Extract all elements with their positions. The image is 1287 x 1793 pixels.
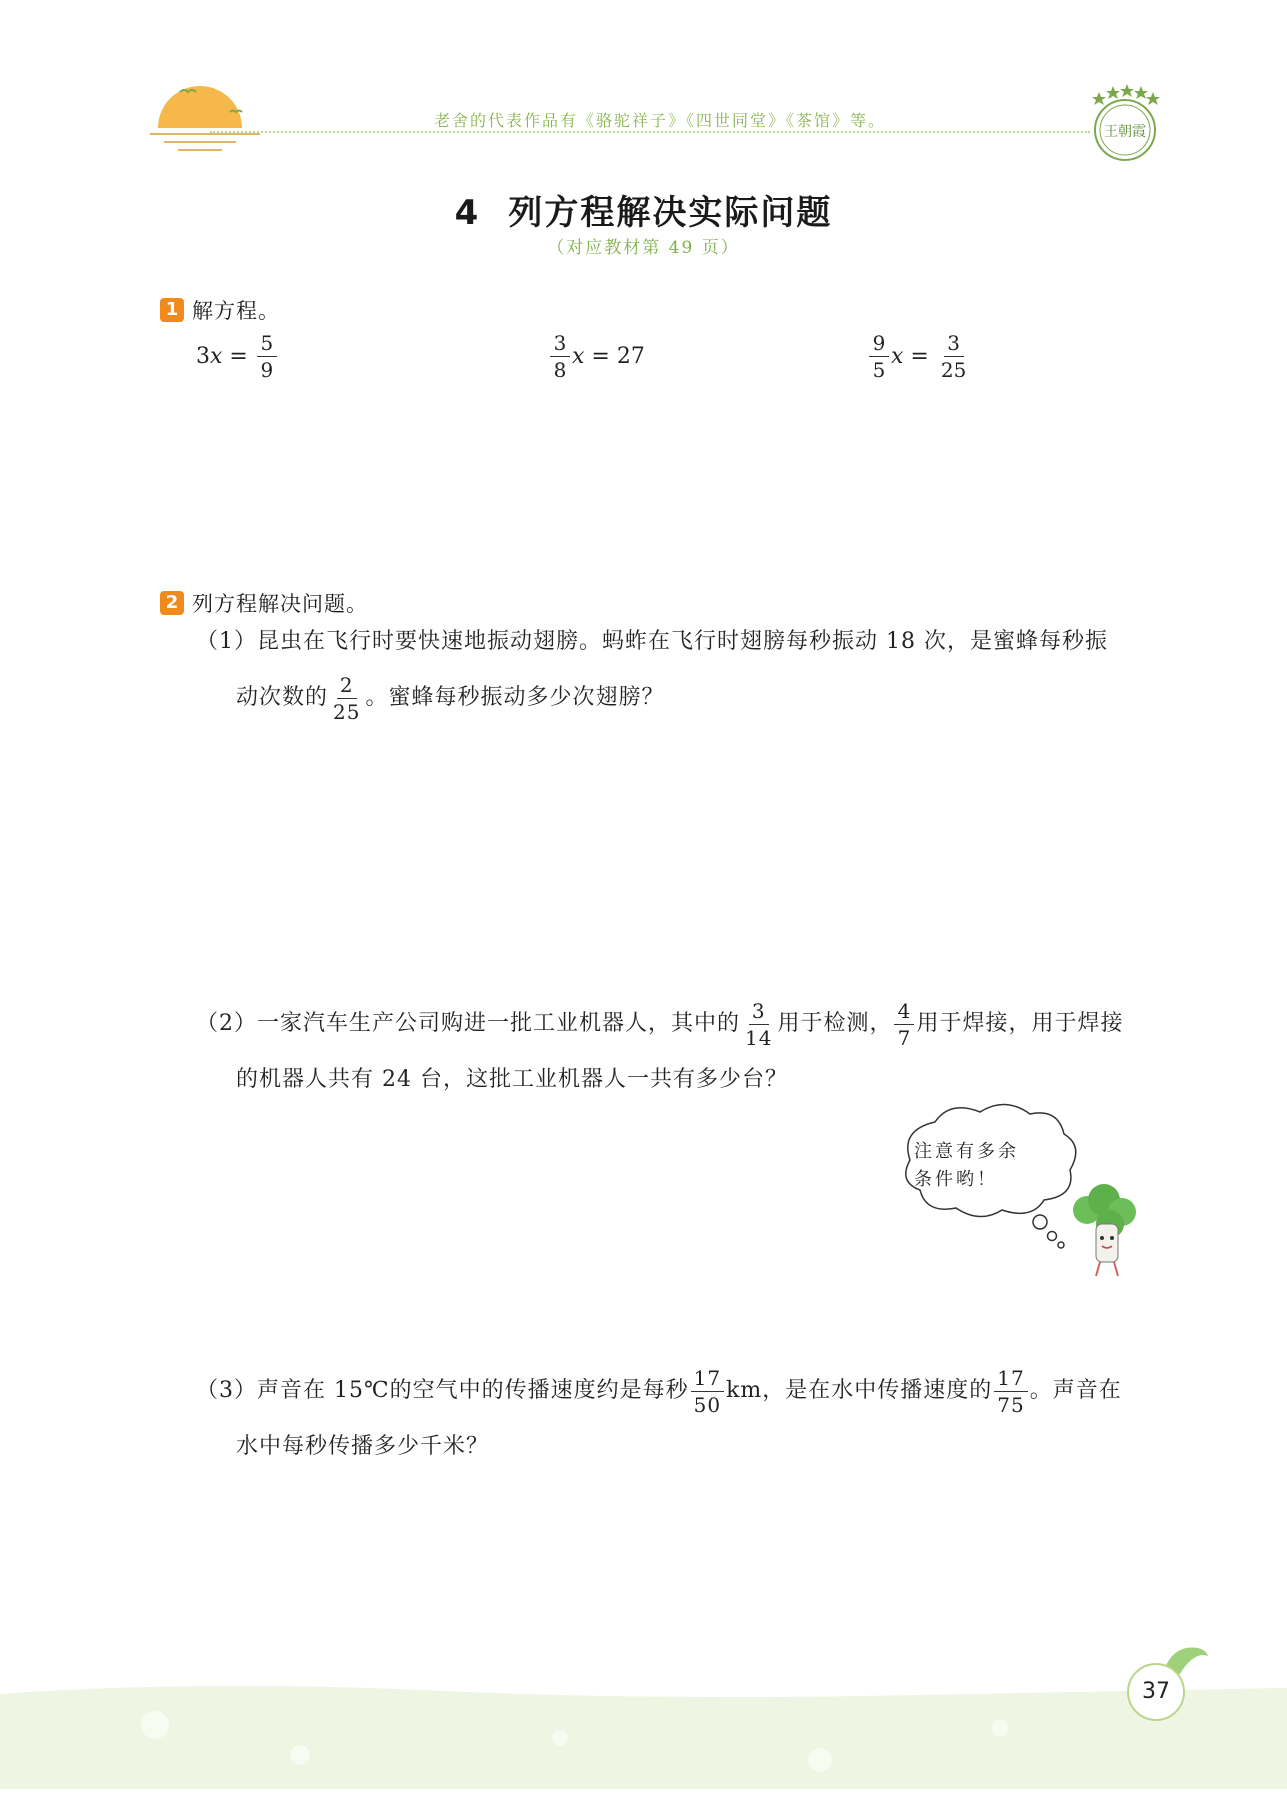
equation-1: 3 x = $\frac{5}{9}$ <box>196 333 279 380</box>
section-title: 解方程。 <box>192 299 280 323</box>
problem-3: （3）声音在 15℃的空气中的传播速度约是每秒 $\frac{17}{50}$ km，是在水中传播速度的 $\frac{17}{75}$ 。声音在 水中每秒传播多少千米？ <box>196 1365 1122 1459</box>
problem-2: （2）一家汽车生产公司购进一批工业机器人，其中的 $\frac{3}{14}$ 用于检测， $\frac{4}{7}$ 用于焊接，用于焊接 的机器人共有 24 台，这批工业机器人一共有多少台？ <box>196 998 1124 1092</box>
problem-1: （1）昆虫在飞行时要快速地振动翅膀。蚂蚱在飞行时翅膀每秒振动 18 次，是蜜蜂每秒振 动次数的 $\frac{2}{25}$ 。蜜蜂每秒振动多少次翅膀？ <box>196 629 1108 724</box>
brand-badge-icon <box>1085 78 1165 164</box>
section-title: 列方程解决问题。 <box>192 592 368 616</box>
hint-text: 注意有多余 条件哟！ <box>914 1141 1019 1190</box>
section-number-badge: 1 <box>160 298 184 322</box>
footer-band <box>0 1680 1287 1789</box>
sunset-logo-icon <box>150 78 260 158</box>
equation-3: $\frac{9}{5}$ x = $\frac{3}{25}$ <box>867 333 971 380</box>
page-title: 4 列方程解决实际问题 <box>454 193 833 233</box>
section-number-badge: 2 <box>160 591 184 615</box>
header-divider <box>210 131 1090 133</box>
svg-text:王朝霞: 王朝霞 <box>1104 124 1146 140</box>
page-subtitle: （对应教材第 49 页） <box>547 238 740 258</box>
page-number: 37 <box>1127 1663 1185 1721</box>
header-quote: 老舍的代表作品有《骆驼祥子》《四世同堂》《茶馆》等。 <box>434 111 887 130</box>
hint-bubble <box>880 1100 1150 1280</box>
equation-2: $\frac{3}{8}$ x = 27 <box>548 333 645 380</box>
broccoli-character-icon <box>1073 1184 1136 1276</box>
section-1-heading <box>160 295 280 325</box>
